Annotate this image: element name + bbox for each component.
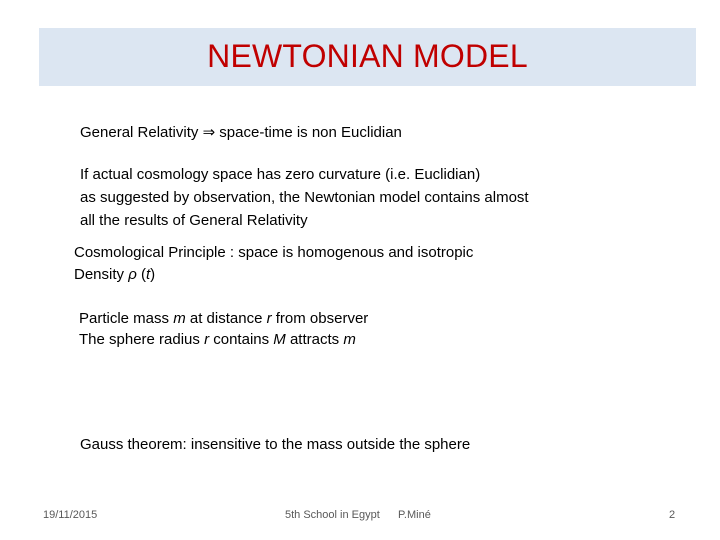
radius-variable-2: r [204,331,210,348]
radius-variable: r [266,310,272,327]
mass-variable: m [173,310,186,327]
rho-symbol: ρ [128,266,137,283]
gr-line [80,121,402,144]
cosmo-line-1: Cosmological Principle : space is homogenous and isotropic [74,244,474,261]
slide-title: NEWTONIAN MODEL [207,38,528,74]
particle-text-c: from observer [271,310,369,327]
footer-author: P.Miné [398,509,431,521]
paren-close: ) [150,266,156,283]
paragraph-line-2: as suggested by observation, the Newtonian model contains almost [80,189,529,206]
footer-page-number: 2 [669,509,676,521]
time-variable: t [145,266,151,283]
paragraph-line-3: all the results of General Relativity [80,212,308,229]
sphere-text-a: The sphere radius [79,331,205,348]
implies-symbol: ⇒ [202,124,216,141]
footer-date: 19/11/2015 [43,509,98,521]
big-mass-variable: M [273,331,286,348]
paren-open: ( [136,266,146,283]
gr-prefix: General Relativity [80,124,199,141]
particle-text-a: Particle mass [79,310,174,327]
paragraph-line-1: If actual cosmology space has zero curvature (i.e. Euclidian) [80,166,481,183]
density-line [74,263,155,286]
gr-suffix: space-time is non Euclidian [215,124,402,141]
gauss-line: Gauss theorem: insensitive to the mass outside the sphere [80,436,471,453]
title-bar [39,28,696,86]
density-label: Density [74,266,129,283]
sphere-text-b: contains [209,331,274,348]
particle-line-1 [79,307,368,330]
mass-variable-2: m [343,331,356,348]
particle-line-2 [79,328,356,351]
particle-text-b: at distance [185,310,267,327]
sphere-text-c: attracts [285,331,344,348]
footer-event: 5th School in Egypt [285,509,380,521]
